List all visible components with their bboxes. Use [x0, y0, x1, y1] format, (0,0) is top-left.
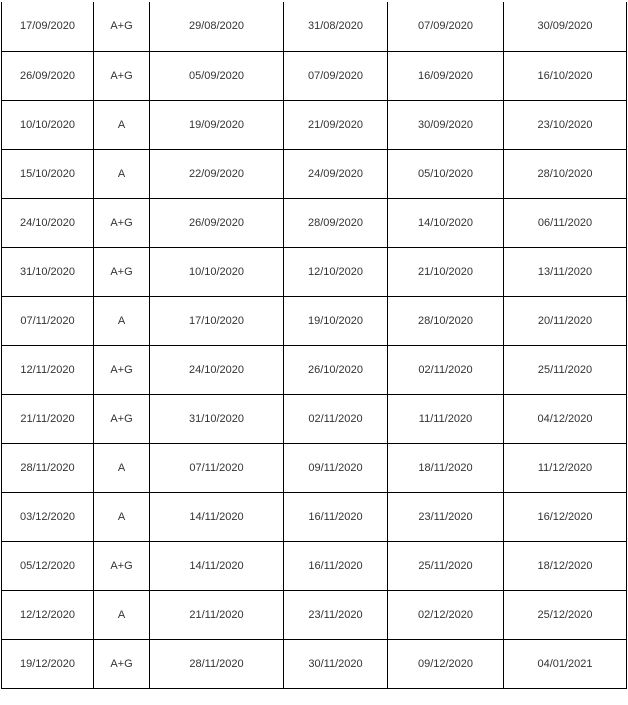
type-cell: A: [94, 149, 150, 198]
table-row: [2, 394, 627, 443]
date-5-cell: 06/11/2020: [504, 198, 627, 247]
date-1-cell: 28/11/2020: [2, 443, 94, 492]
date-4-cell: 30/09/2020: [388, 100, 504, 149]
type-cell: A+G: [94, 247, 150, 296]
table-row: [2, 590, 627, 639]
date-2-cell: 22/09/2020: [150, 149, 284, 198]
date-4-cell: 05/10/2020: [388, 149, 504, 198]
table-row: [2, 639, 627, 688]
date-1-cell: 26/09/2020: [2, 51, 94, 100]
date-2-cell: 28/11/2020: [150, 639, 284, 688]
date-4-cell: 14/10/2020: [388, 198, 504, 247]
date-5-cell: 23/10/2020: [504, 100, 627, 149]
date-3-cell: 31/08/2020: [284, 2, 388, 51]
type-cell: A+G: [94, 198, 150, 247]
date-1-cell: 15/10/2020: [2, 149, 94, 198]
table-row: [2, 492, 627, 541]
date-4-cell: 25/11/2020: [388, 541, 504, 590]
date-1-cell: 07/11/2020: [2, 296, 94, 345]
type-cell: A+G: [94, 51, 150, 100]
date-3-cell: 16/11/2020: [284, 541, 388, 590]
type-cell: A: [94, 492, 150, 541]
date-1-cell: 19/12/2020: [2, 639, 94, 688]
date-5-cell: 25/12/2020: [504, 590, 627, 639]
date-4-cell: 09/12/2020: [388, 639, 504, 688]
date-3-cell: 23/11/2020: [284, 590, 388, 639]
date-2-cell: 17/10/2020: [150, 296, 284, 345]
date-4-cell: 23/11/2020: [388, 492, 504, 541]
date-3-cell: 24/09/2020: [284, 149, 388, 198]
type-cell: A+G: [94, 541, 150, 590]
date-5-cell: 20/11/2020: [504, 296, 627, 345]
date-5-cell: 13/11/2020: [504, 247, 627, 296]
date-5-cell: 04/01/2021: [504, 639, 627, 688]
schedule-table: [1, 2, 627, 689]
date-3-cell: 30/11/2020: [284, 639, 388, 688]
date-4-cell: 02/12/2020: [388, 590, 504, 639]
schedule-table-body: [2, 2, 627, 688]
date-1-cell: 10/10/2020: [2, 100, 94, 149]
type-cell: A+G: [94, 345, 150, 394]
date-5-cell: 16/10/2020: [504, 51, 627, 100]
date-2-cell: 24/10/2020: [150, 345, 284, 394]
date-3-cell: 28/09/2020: [284, 198, 388, 247]
date-2-cell: 31/10/2020: [150, 394, 284, 443]
date-2-cell: 14/11/2020: [150, 492, 284, 541]
date-2-cell: 10/10/2020: [150, 247, 284, 296]
table-row: [2, 296, 627, 345]
table-row: [2, 345, 627, 394]
date-3-cell: 19/10/2020: [284, 296, 388, 345]
date-1-cell: 12/11/2020: [2, 345, 94, 394]
date-5-cell: 04/12/2020: [504, 394, 627, 443]
date-1-cell: 05/12/2020: [2, 541, 94, 590]
date-3-cell: 16/11/2020: [284, 492, 388, 541]
date-2-cell: 19/09/2020: [150, 100, 284, 149]
date-1-cell: 12/12/2020: [2, 590, 94, 639]
date-4-cell: 28/10/2020: [388, 296, 504, 345]
date-1-cell: 17/09/2020: [2, 2, 94, 51]
date-2-cell: 07/11/2020: [150, 443, 284, 492]
date-4-cell: 21/10/2020: [388, 247, 504, 296]
date-4-cell: 18/11/2020: [388, 443, 504, 492]
date-1-cell: 31/10/2020: [2, 247, 94, 296]
table-row: [2, 247, 627, 296]
date-1-cell: 21/11/2020: [2, 394, 94, 443]
table-row: [2, 100, 627, 149]
date-4-cell: 11/11/2020: [388, 394, 504, 443]
date-2-cell: 05/09/2020: [150, 51, 284, 100]
type-cell: A: [94, 296, 150, 345]
table-row: [2, 149, 627, 198]
date-4-cell: 07/09/2020: [388, 2, 504, 51]
date-2-cell: 21/11/2020: [150, 590, 284, 639]
date-5-cell: 30/09/2020: [504, 2, 627, 51]
table-row: [2, 198, 627, 247]
date-3-cell: 09/11/2020: [284, 443, 388, 492]
date-3-cell: 26/10/2020: [284, 345, 388, 394]
type-cell: A: [94, 590, 150, 639]
date-3-cell: 21/09/2020: [284, 100, 388, 149]
date-5-cell: 18/12/2020: [504, 541, 627, 590]
date-3-cell: 07/09/2020: [284, 51, 388, 100]
table-row: [2, 51, 627, 100]
type-cell: A+G: [94, 394, 150, 443]
table-row: [2, 541, 627, 590]
type-cell: A: [94, 443, 150, 492]
date-4-cell: 02/11/2020: [388, 345, 504, 394]
date-2-cell: 29/08/2020: [150, 2, 284, 51]
type-cell: A+G: [94, 639, 150, 688]
date-5-cell: 11/12/2020: [504, 443, 627, 492]
date-2-cell: 26/09/2020: [150, 198, 284, 247]
date-5-cell: 25/11/2020: [504, 345, 627, 394]
date-1-cell: 03/12/2020: [2, 492, 94, 541]
date-5-cell: 28/10/2020: [504, 149, 627, 198]
table-row: [2, 443, 627, 492]
type-cell: A+G: [94, 2, 150, 51]
date-2-cell: 14/11/2020: [150, 541, 284, 590]
date-4-cell: 16/09/2020: [388, 51, 504, 100]
table-row: [2, 2, 627, 51]
date-1-cell: 24/10/2020: [2, 198, 94, 247]
date-3-cell: 02/11/2020: [284, 394, 388, 443]
date-5-cell: 16/12/2020: [504, 492, 627, 541]
date-3-cell: 12/10/2020: [284, 247, 388, 296]
type-cell: A: [94, 100, 150, 149]
